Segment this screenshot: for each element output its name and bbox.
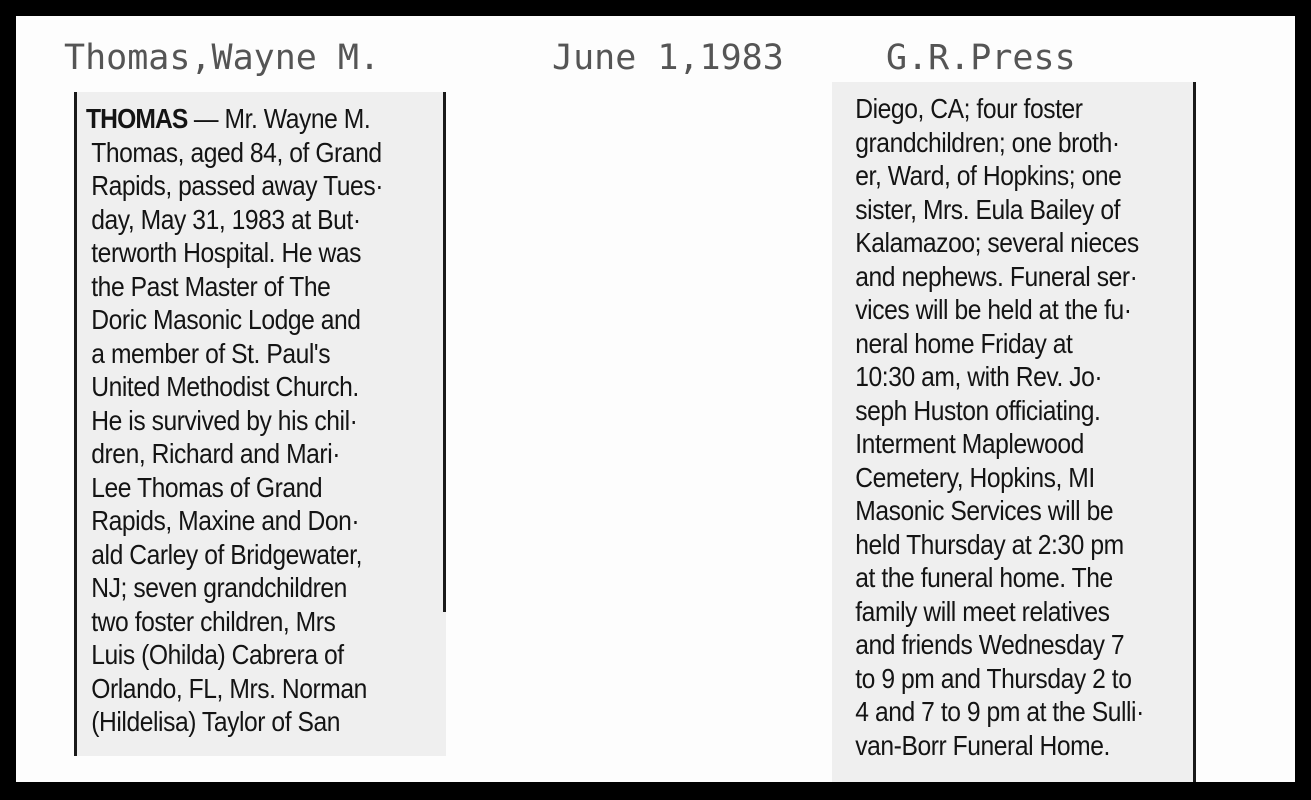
clipping-line: Rapids, Maxine and Don· <box>91 505 360 536</box>
clipping-line: He is survived by his chil· <box>91 404 358 436</box>
typed-name-label: Thomas,Wayne M. <box>64 38 381 78</box>
clipping-line: — Mr. Wayne M. <box>187 103 371 134</box>
clipping-line: Kalamazoo; several nieces <box>855 227 1139 258</box>
clipping-line: Masonic Services will be <box>855 495 1114 526</box>
clipping-line: Orlando, FL, Mrs. Norman <box>91 672 367 704</box>
clipping-first-line <box>86 102 403 136</box>
clipping-line: (Hildelisa) Taylor of San <box>91 706 341 737</box>
clipping-line: at the funeral home. The <box>855 562 1113 593</box>
obituary-lead-name: THOMAS <box>86 103 188 134</box>
clipping-line: 4 and 7 to 9 pm at the Sulli· <box>855 696 1144 727</box>
clipping-line: vices will be held at the fu· <box>855 294 1132 325</box>
clipping-line: and nephews. Funeral ser· <box>855 260 1138 292</box>
clipping-line: seph Huston officiating. <box>855 394 1101 426</box>
clipping-line: NJ; seven grandchildren <box>91 572 347 603</box>
clipping-line: United Methodist Church. <box>91 371 359 402</box>
clipping-line: ald Carley of Bridgewater, <box>91 538 362 570</box>
clipping-line: Luis (Ohilda) Cabrera of <box>91 639 344 670</box>
clipping-line: 10:30 am, with Rev. Jo· <box>855 361 1103 392</box>
clipping-line: neral home Friday at <box>855 327 1073 359</box>
clipping-line: er, Ward, of Hopkins; one <box>855 160 1122 191</box>
clipping-line: grandchildren; one broth· <box>855 126 1120 158</box>
obituary-clipping-left <box>74 92 446 756</box>
clipping-line: a member of St. Paul's <box>91 337 331 369</box>
clipping-line: the Past Master of The <box>91 270 331 302</box>
clipping-line: to 9 pm and Thursday 2 to <box>855 662 1132 694</box>
clipping-line: day, May 31, 1983 at But· <box>91 203 361 235</box>
clipping-line: Diego, CA; four foster <box>855 93 1083 124</box>
clipping-line: Cemetery, Hopkins, MI <box>855 461 1095 493</box>
typed-source-label: G.R.Press <box>886 38 1076 78</box>
clipping-line: dren, Richard and Mari· <box>91 438 340 469</box>
clipping-line: van-Borr Funeral Home. <box>855 729 1110 761</box>
obituary-clipping-right <box>832 82 1196 782</box>
clipping-line: Lee Thomas of Grand <box>91 471 323 503</box>
clipping-line: and friends Wednesday 7 <box>855 629 1125 660</box>
clipping-line: sister, Mrs. Eula Bailey of <box>855 193 1121 225</box>
typed-date-label: June 1,1983 <box>552 38 784 78</box>
clipping-line: Thomas, aged 84, of Grand <box>91 136 382 168</box>
clipping-line: two foster children, Mrs <box>91 605 336 637</box>
clipping-line: Doric Masonic Lodge and <box>91 304 361 335</box>
index-card <box>16 16 1295 782</box>
clipping-line: held Thursday at 2:30 pm <box>855 528 1124 560</box>
clipping-line: Rapids, passed away Tues· <box>91 170 383 201</box>
clipping-line: family will meet relatives <box>855 595 1110 627</box>
clipping-line: terworth Hospital. He was <box>91 237 362 268</box>
clipping-line: Interment Maplewood <box>855 428 1084 459</box>
